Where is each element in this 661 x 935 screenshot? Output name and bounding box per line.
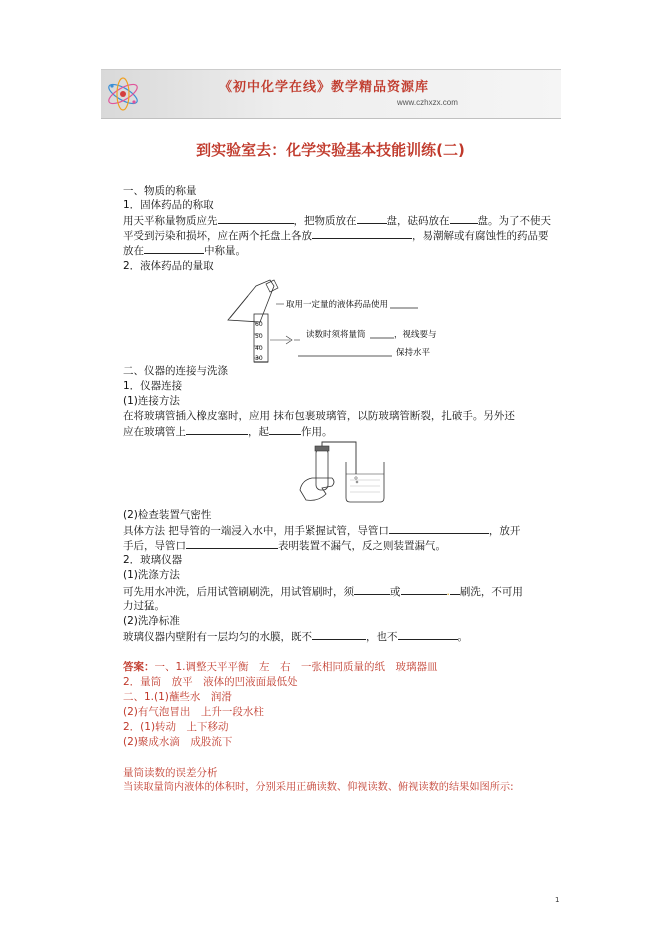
tick-label-50: 50	[255, 333, 263, 340]
section1-para2: 平受到污染和损坏，应在两个托盘上各放 ，易潮解或有腐蚀性的药品要	[123, 230, 549, 242]
tick-label-30: 30	[255, 355, 263, 362]
section2-para4: 手后，导管口 表明装置不漏气，反之则装置漏气。	[123, 540, 446, 552]
section2-sub2: 2．玻璃仪器	[123, 554, 183, 566]
section2-heading: 二、仪器的连接与洗涤	[123, 365, 228, 377]
banner-title: 《初中化学在线》教学精品资源库	[219, 80, 430, 95]
airtightness-check-diagram	[296, 440, 408, 506]
tick-label-60: 60	[255, 321, 263, 328]
section2-para7: 玻璃仪器内壁附有一层均匀的水膜，既不 ，也不 。	[123, 631, 468, 643]
diagram-label-bottom: 保持水平	[396, 348, 431, 358]
answer-line-5: 2．(1)转动 上下移动	[123, 721, 229, 733]
answer-line-2: 2．量筒 放平 液体的凹液面最低处	[123, 676, 298, 688]
analysis-text: 当读取量筒内液体的体积时，分别采用正确读数、仰视读数、俯视读数的结果如图所示:	[123, 782, 514, 793]
diagram-label-top: 取用一定量的液体药品使用	[286, 300, 389, 310]
answer-line-1: 答案：一、1.调整天平平衡 左 右 一张相同质量的纸 玻璃器皿	[123, 661, 438, 673]
section1-para1: 用天平称量物质应先 ，把物质放在 盘，砝码放在 盘。为了不使天	[123, 215, 551, 227]
page-title: 到实验室去：化学实验基本技能训练(二)	[196, 141, 465, 159]
answer-line-4: (2)有气泡冒出 上升一段水柱	[123, 706, 264, 718]
atom-logo-icon	[103, 72, 143, 116]
section2-para1: 在将玻璃管插入橡皮塞时，应用 抹布包裹玻璃管，以防玻璃管断裂，扎破手。另外还	[123, 410, 515, 422]
banner-url[interactable]: www.czhxzx.com	[397, 98, 458, 107]
section2-para2: 应在玻璃管上 ，起 作用。	[123, 426, 333, 438]
section2-para6: 力过猛。	[123, 600, 165, 612]
section1-para3: 放在 中称量。	[123, 245, 246, 257]
header-banner	[101, 69, 561, 119]
answer-line-6: (2)聚成水滴 成股流下	[123, 736, 233, 748]
section2-para5: 可先用水冲洗，后用试管刷刷洗，用试管刷时，须 或 . 刷洗，不可用	[123, 586, 523, 598]
answer-line-3: 二、1.(1)蘸些水 润滑	[123, 691, 232, 703]
page-number: 1	[555, 896, 560, 904]
section2-item2: (2)检查装置气密性	[123, 509, 212, 521]
section2-para3: 具体方法 把导管的一端浸入水中，用手紧握试管，导管口 ，放开	[123, 525, 521, 537]
tick-label-40: 40	[255, 345, 263, 352]
section2-sub1: 1．仪器连接	[123, 380, 183, 392]
section1-sub2: 2．液体药品的量取	[123, 260, 214, 272]
analysis-heading: 量筒读数的误差分析	[123, 767, 218, 779]
section2-item4: (2)洗净标准	[123, 615, 180, 627]
diagram-label-mid2: ，视线要与	[394, 330, 437, 340]
section2-item3: (1)洗涤方法	[123, 569, 180, 581]
measuring-cylinder-diagram	[218, 278, 458, 364]
section2-item1: (1)连接方法	[123, 395, 180, 407]
section1-sub1: 1．固体药品的称取	[123, 199, 214, 211]
diagram-label-mid: 读数时须将量筒	[306, 330, 366, 340]
section1-heading: 一、物质的称量	[123, 185, 197, 197]
answer-label: 答案：	[123, 661, 155, 673]
